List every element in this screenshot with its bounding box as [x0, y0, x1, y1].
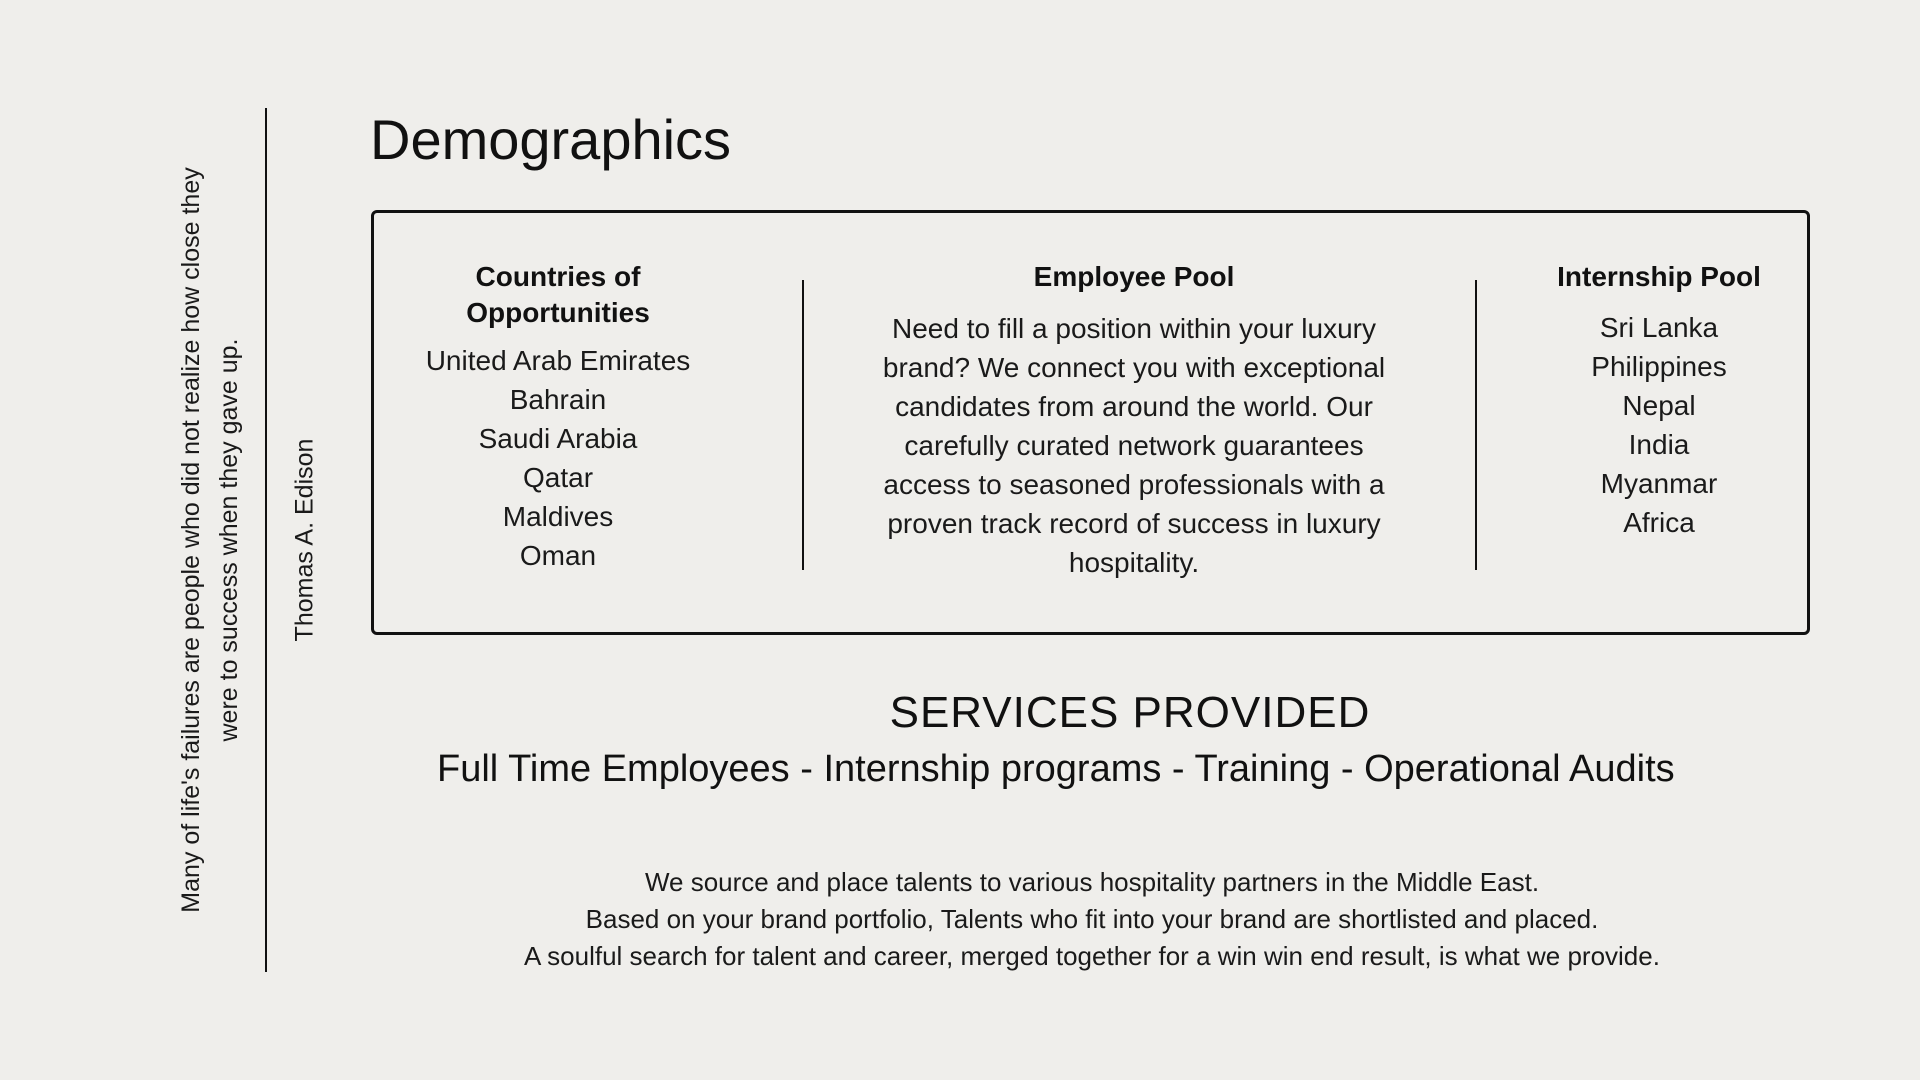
quote-line: Many of life's failures are people who did not realize how close they	[177, 167, 205, 913]
countries-list	[388, 341, 728, 575]
text-line: brand? We connect you with exceptional	[882, 352, 1386, 383]
column-divider	[802, 280, 804, 570]
list-item: Nepal	[1622, 390, 1696, 421]
footer-description	[0, 864, 1920, 975]
services-list: Full Time Employees - Internship programs - Training - Operational Audits	[437, 748, 1675, 790]
text-line: carefully curated network guarantees	[904, 430, 1364, 461]
list-item: Philippines	[1591, 351, 1727, 382]
list-item: Sri Lanka	[1599, 312, 1719, 343]
list-item: Myanmar	[1600, 468, 1718, 499]
column-divider	[1475, 280, 1477, 570]
internship-list	[1519, 305, 1799, 542]
text-line: Need to fill a position within your luxury	[891, 313, 1376, 344]
text-line: candidates from around the world. Our	[895, 391, 1373, 422]
list-item: Oman	[519, 540, 597, 571]
employee-pool-description	[834, 305, 1434, 582]
list-item: Saudi Arabia	[478, 423, 638, 454]
text-line: access to seasoned professionals with a	[883, 469, 1385, 500]
list-item: India	[1628, 429, 1690, 460]
services-title: SERVICES PROVIDED	[889, 688, 1371, 737]
demographics-panel	[371, 210, 1810, 635]
footer-line: A soulful search for talent and career, merged together for a win win end result, is what we provide.	[524, 941, 1660, 971]
text-line: hospitality.	[1068, 547, 1200, 578]
countries-heading: Countries of Opportunities	[466, 261, 650, 328]
quote-text	[172, 130, 248, 950]
footer-line: Based on your brand portfolio, Talents who fit into your brand are shortlisted and placed.	[585, 904, 1599, 934]
employee-pool-heading: Employee Pool	[1033, 261, 1235, 292]
countries-column	[388, 259, 728, 575]
quote-author: Thomas A. Edison	[290, 438, 319, 642]
list-item: Bahrain	[509, 384, 607, 415]
list-item: Maldives	[502, 501, 614, 532]
page-title: Demographics	[370, 108, 732, 171]
list-item: Africa	[1623, 507, 1695, 538]
internship-pool-heading: Internship Pool	[1557, 261, 1761, 292]
list-item: United Arab Emirates	[425, 345, 691, 376]
footer-line: We source and place talents to various hospitality partners in the Middle East.	[644, 867, 1540, 897]
text-line: proven track record of success in luxury	[887, 508, 1381, 539]
vertical-divider	[265, 108, 267, 972]
list-item: Qatar	[522, 462, 594, 493]
quote-line: were to success when they gave up.	[215, 338, 243, 742]
internship-pool-column	[1519, 259, 1799, 542]
employee-pool-column	[834, 259, 1434, 582]
